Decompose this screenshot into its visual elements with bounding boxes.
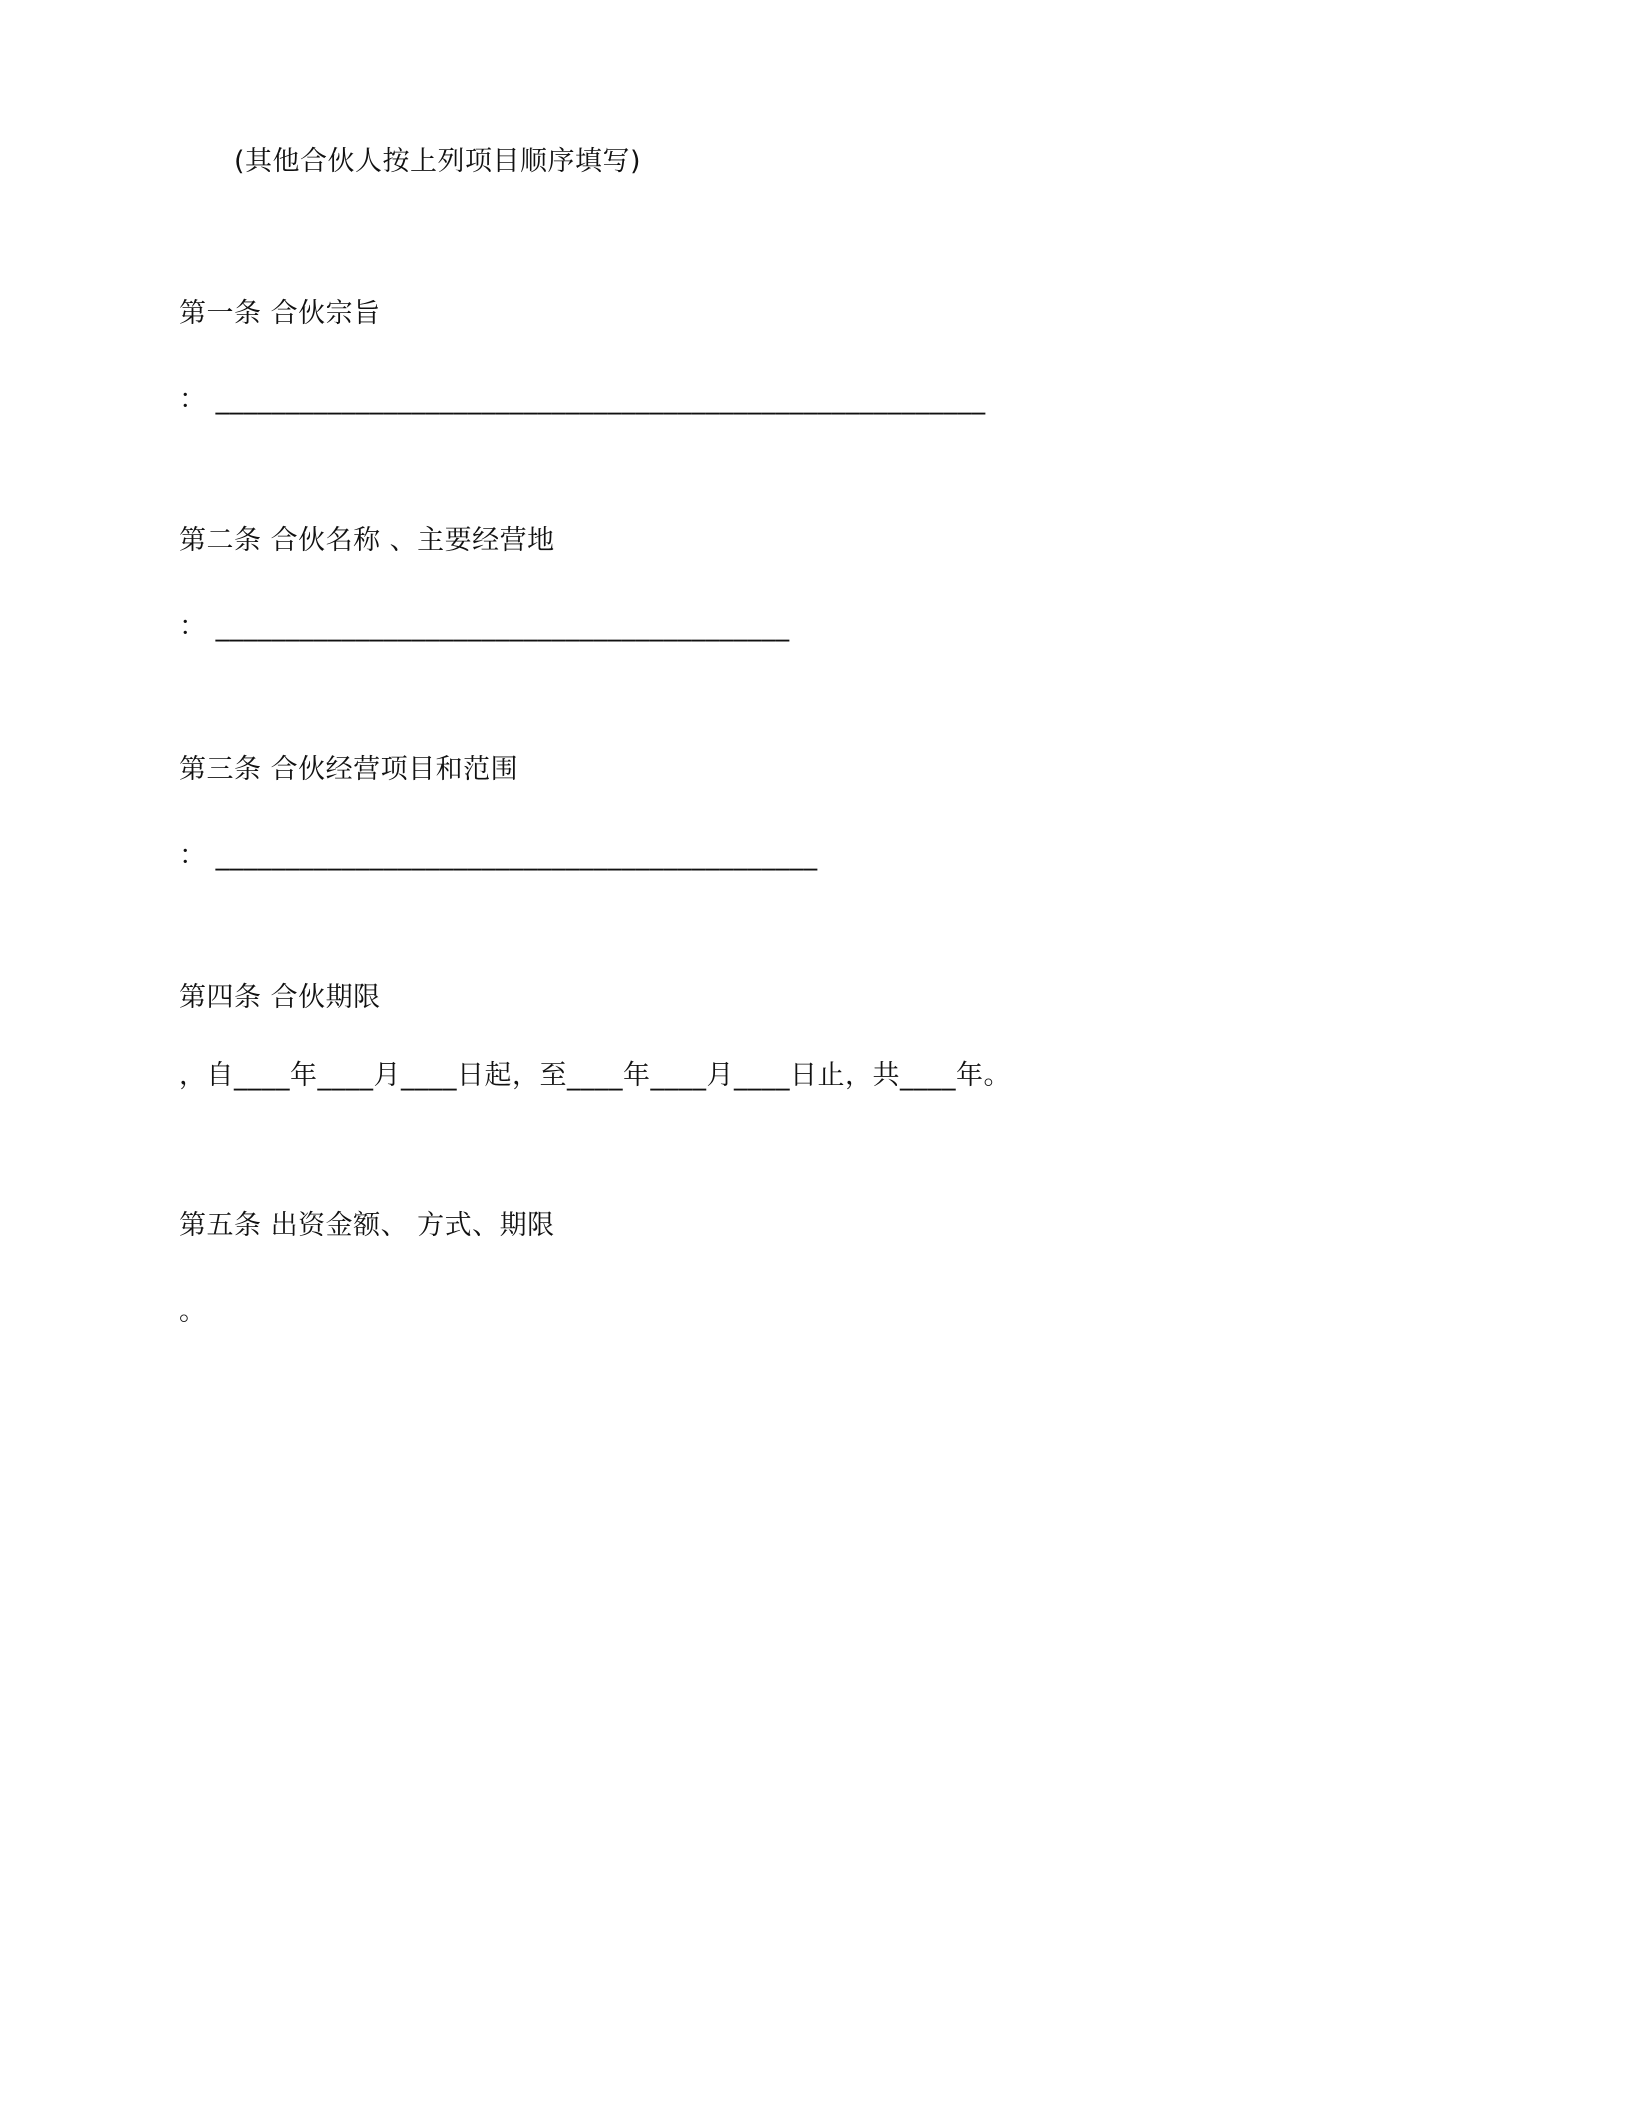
article-5-fill-line: 。 [179,1296,207,1327]
article-3-fill-line: ： ___________________________________________ [179,840,818,871]
article-3-heading: 第三条 合伙经营项目和范围 [179,754,519,785]
article-4-heading: 第四条 合伙期限 [179,982,381,1013]
article-2-heading: 第二条 合伙名称 、主要经营地 [179,525,555,556]
article-1-heading: 第一条 合伙宗旨 [179,298,381,329]
article-2-fill-line: ： _________________________________________ [179,611,790,642]
article-4-fill-line: ，自____年____月____日起，至____年____月____日止，共____年。 [179,1060,1011,1091]
article-5-heading: 第五条 出资金额、 方式、期限 [179,1210,555,1241]
article-1-fill-line: ： _______________________________________________________ [179,384,986,415]
fill-instruction-note: (其他合伙人按上列项目顺序填写) [234,146,642,177]
